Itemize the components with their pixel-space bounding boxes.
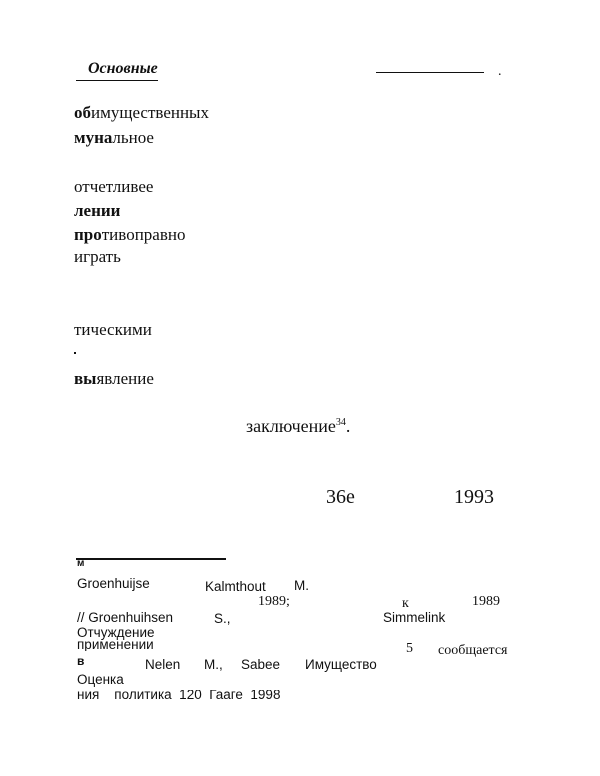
fn-r6-initial: M., bbox=[204, 657, 223, 672]
fn-r5-clip bbox=[77, 641, 154, 651]
fn-r5-text: применении bbox=[77, 641, 154, 651]
text-line-8 bbox=[74, 369, 154, 389]
header-rule bbox=[376, 72, 484, 73]
fn-r3-initial: S., bbox=[214, 611, 231, 626]
text-line-8-rest: явление bbox=[96, 369, 154, 388]
text-line-2-prefix: муна bbox=[74, 128, 113, 147]
text-line-4: лении bbox=[74, 201, 121, 220]
header-dot: . bbox=[498, 64, 502, 79]
fn-r7-title: Оценка bbox=[77, 672, 124, 687]
section-heading: Основные bbox=[88, 60, 158, 77]
text-line-8-prefix: вы bbox=[74, 369, 97, 388]
text-line-5 bbox=[74, 225, 185, 245]
fn-r8-text: ния политика 120 Гааге 1998 bbox=[77, 690, 281, 699]
text-line-1-rest: имущественных bbox=[91, 103, 209, 122]
conclusion-tail: . bbox=[345, 416, 351, 436]
text-line-3: отчетливее bbox=[74, 177, 154, 196]
fn-r6-title: Имущество bbox=[305, 657, 377, 672]
footnote-separator bbox=[76, 558, 226, 560]
conclusion-word: заключение bbox=[246, 416, 336, 436]
year-reference: 1993 bbox=[454, 486, 494, 508]
text-line-2-rest: льное bbox=[112, 128, 154, 147]
footnote-marker: м bbox=[77, 558, 85, 569]
text-line-1-prefix: об bbox=[74, 103, 91, 122]
fn-r2-k: к bbox=[402, 596, 409, 611]
fn-r2-year2: 1989 bbox=[472, 594, 500, 609]
text-line-1 bbox=[74, 103, 209, 123]
footnote-ref: 34 bbox=[335, 417, 346, 428]
speck bbox=[74, 352, 76, 354]
page-reference: 36e bbox=[326, 486, 355, 508]
fn-r1-initial: M. bbox=[294, 578, 309, 593]
text-line-5-prefix: про bbox=[74, 225, 102, 244]
text-line-2 bbox=[74, 128, 154, 148]
conclusion-line bbox=[246, 416, 350, 437]
fn-r6-prefix: в bbox=[77, 654, 85, 668]
fn-r6-author2: Sabee bbox=[241, 657, 281, 672]
fn-r5-word: сообщается bbox=[438, 643, 508, 658]
fn-r1-author: Groenhuijse bbox=[77, 576, 150, 591]
fn-r6-author: Nelen bbox=[145, 657, 181, 672]
fn-r5-number: 5 bbox=[406, 641, 413, 656]
text-line-7: тическими bbox=[74, 320, 152, 339]
fn-r8-clip bbox=[77, 690, 280, 699]
text-line-6: играть bbox=[74, 247, 121, 266]
fn-r4-title: Отчуждение bbox=[77, 625, 155, 640]
fn-r3-author2: Simmelink bbox=[383, 610, 446, 625]
fn-r1-author2: Kalmthout bbox=[205, 579, 266, 594]
heading-underline bbox=[76, 80, 158, 81]
fn-r2-year: 1989; bbox=[258, 594, 290, 609]
text-line-5-rest: тивоправно bbox=[101, 225, 186, 244]
fn-r3-author: // Groenhuihsen bbox=[77, 610, 174, 625]
